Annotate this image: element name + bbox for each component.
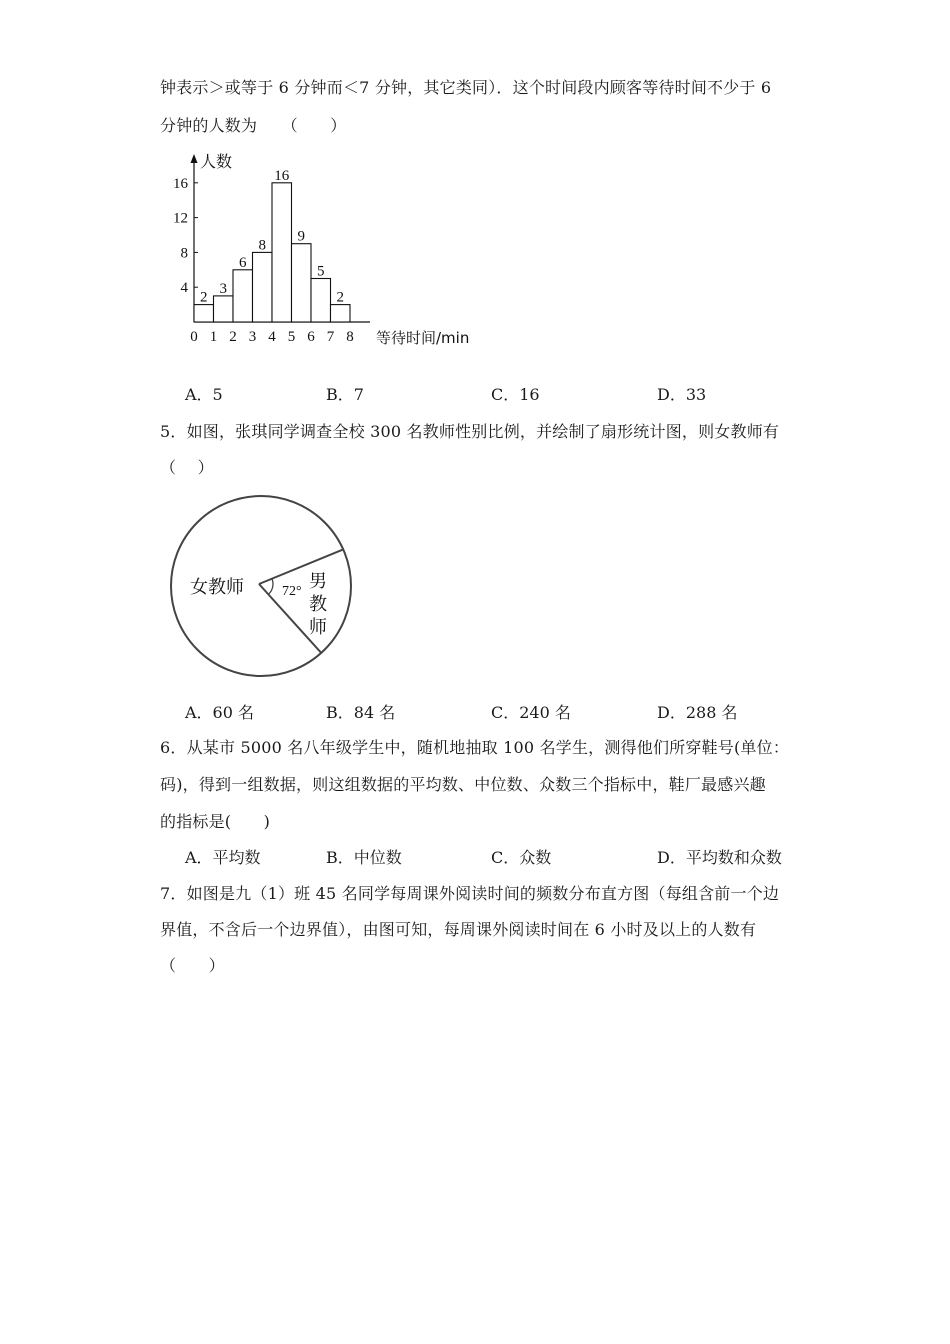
q4-option-c[interactable]: C．16 (491, 385, 540, 404)
pie-label-female: 女教师 (190, 577, 244, 598)
x-tick-label-4: 4 (268, 329, 276, 345)
q5-text-line-2: （ ） (160, 458, 214, 477)
q7-text-line-3: （ ） (160, 956, 225, 975)
y-axis-arrow (191, 154, 198, 163)
x-tick-label-6: 6 (307, 329, 315, 345)
q6-option-b[interactable]: B．中位数 (326, 848, 402, 867)
angle-label: 72° (282, 584, 302, 599)
y-axis-label: 人数 (200, 152, 233, 171)
q7-text-line-1: 7．如图是九（1）班 45 名同学每周课外阅读时间的频数分布直方图（每组含前一个边 (160, 884, 780, 903)
q5-options (185, 700, 805, 724)
q6-option-d[interactable]: D．平均数和众数 (657, 848, 782, 867)
q6-text-line-1: 6．从某市 5000 名八年级学生中，随机地抽取 100 名学生，测得他们所穿鞋号(单位： (160, 738, 790, 757)
pie-label-male-char-2: 教 (309, 594, 327, 615)
q6-text-line-3: 的指标是( ) (160, 812, 271, 831)
q4-option-b[interactable]: B．7 (326, 385, 364, 404)
pie-label-male-char-3: 师 (309, 617, 327, 638)
q4-option-d[interactable]: D．33 (657, 385, 707, 404)
y-tick-label-12: 12 (173, 210, 188, 227)
waiting-time-histogram (160, 150, 490, 350)
hist-bar-5 (272, 183, 292, 322)
hist-bar-8 (331, 305, 351, 322)
q4-option-a[interactable]: A．5 (185, 385, 223, 404)
hist-bar-value-7: 5 (317, 263, 325, 280)
hist-bar-value-2: 3 (219, 280, 227, 297)
hist-bar-3 (233, 270, 253, 322)
x-tick-label-0: 0 (190, 329, 198, 345)
x-tick-label-7: 7 (326, 329, 335, 345)
x-axis-label: 等待时间/min (376, 329, 470, 347)
q6-option-a[interactable]: A．平均数 (185, 848, 261, 867)
hist-bar-value-5: 16 (274, 167, 290, 184)
q5-option-d[interactable]: D．288 名 (657, 703, 738, 722)
q5-option-b[interactable]: B．84 名 (326, 703, 396, 722)
q5-text-line-1: 5．如图，张琪同学调查全校 300 名教师性别比例，并绘制了扇形统计图，则女教师有 (160, 422, 780, 441)
q7-text-line-2: 界值，不含后一个边界值），由图可知，每周课外阅读时间在 6 小时及以上的人数有 (160, 920, 757, 939)
hist-bar-value-4: 8 (258, 237, 266, 254)
hist-bar-value-3: 6 (239, 254, 247, 271)
pie-label-male-char-1: 男 (309, 571, 327, 592)
q4-options (185, 382, 805, 406)
y-tick-label-8: 8 (180, 245, 188, 262)
x-tick-label-8: 8 (346, 329, 354, 345)
q5-option-c[interactable]: C．240 名 (491, 703, 571, 722)
hist-bar-4 (253, 252, 273, 322)
hist-bar-1 (194, 305, 214, 322)
q4-text-line-2: 分钟的人数为 （ ） (160, 116, 347, 135)
hist-bar-value-6: 9 (297, 228, 305, 245)
q6-options (185, 845, 805, 869)
hist-bar-7 (311, 279, 331, 323)
hist-bar-6 (292, 244, 312, 322)
x-tick-label-5: 5 (287, 329, 296, 345)
hist-bar-2 (214, 296, 234, 322)
q4-text-line-1: 钟表示＞或等于 6 分钟而＜7 分钟，其它类同）．这个时间段内顾客等待时间不少于 6 (160, 78, 772, 97)
y-tick-label-16: 16 (173, 175, 188, 192)
q5-option-a[interactable]: A．60 名 (185, 703, 255, 722)
x-tick-label-1: 1 (209, 329, 218, 345)
teacher-gender-pie-chart (168, 495, 358, 685)
q6-option-c[interactable]: C．众数 (491, 848, 552, 867)
y-tick-label-4: 4 (180, 280, 188, 297)
hist-bar-value-8: 2 (336, 289, 344, 306)
hist-bar-value-1: 2 (200, 289, 208, 306)
x-tick-label-3: 3 (248, 329, 257, 345)
q6-text-line-2: 码)，得到一组数据，则这组数据的平均数、中位数、众数三个指标中，鞋厂最感兴趣 (160, 775, 766, 794)
x-tick-label-2: 2 (229, 329, 237, 345)
